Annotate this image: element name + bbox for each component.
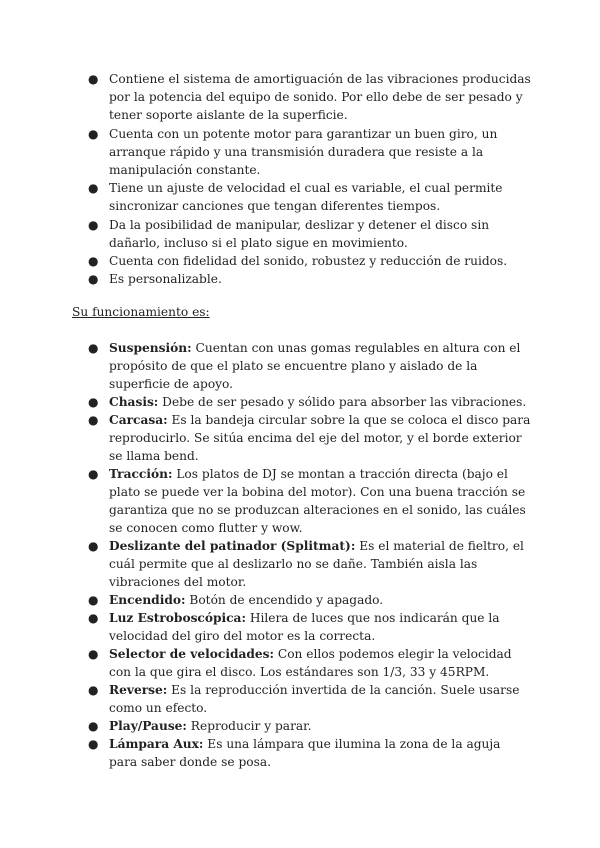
- term-label: Suspensión:: [109, 341, 192, 355]
- term-description: Es una lámpara que ilumina la zona de la aguja para saber donde se posa.: [109, 737, 501, 769]
- term-label: Encendido:: [109, 593, 186, 607]
- list-item-text: Cuenta con fidelidad del sonido, robustez y reducción de ruidos.: [109, 254, 508, 269]
- bullet-icon: ●: [88, 217, 99, 232]
- bullet-icon: ●: [88, 539, 99, 553]
- term-description: Es el material de fieltro, el cuál permite que al deslizarlo no se dañe. También aisla las vibraciones del motor.: [109, 539, 524, 589]
- term-description: Botón de encendido y apagado.: [185, 593, 384, 607]
- term-description: Reproducir y parar.: [186, 719, 312, 733]
- term-label: Luz Estroboscópica:: [109, 611, 246, 625]
- bullet-icon: ●: [88, 254, 99, 269]
- bullet-icon: ●: [88, 181, 99, 196]
- list-item: [0, 591, 600, 609]
- term-description: Con ellos podemos elegir la velocidad con la que gira el disco. Los estándares son 1/3, 33 y 45RPM.: [109, 647, 512, 679]
- bullet-icon: ●: [88, 341, 99, 355]
- section-heading: Su funcionamiento es:: [72, 305, 210, 319]
- bullet-icon: ●: [88, 395, 99, 409]
- bullet-icon: ●: [88, 719, 99, 733]
- bullet-icon: ●: [88, 647, 99, 661]
- term-label: Play/Pause:: [109, 719, 187, 733]
- term-label: Chasis:: [109, 395, 159, 409]
- bullet-icon: ●: [88, 737, 99, 751]
- list-item: [0, 125, 600, 180]
- term-description: Debe de ser pesado y sólido para absorber las vibraciones.: [158, 395, 527, 409]
- list-item: [0, 179, 600, 215]
- list-item: [0, 465, 600, 537]
- list-item: [0, 216, 600, 252]
- list-item-text: Da la posibilidad de manipular, deslizar y detener el disco sin dañarlo, incluso si el plato sigue en movimiento.: [109, 217, 490, 250]
- bullet-icon: ●: [88, 272, 99, 287]
- term-label: Lámpara Aux:: [109, 737, 204, 751]
- term-label: Selector de velocidades:: [109, 647, 275, 661]
- term-description: Los platos de DJ se montan a tracción directa (bajo el plato se puede ver la bobina del motor). Con una buena tracción se garantiza que no se produzcan alteraciones en el sonido, las cuáles se conocen como flutter y wow.: [109, 467, 526, 535]
- list-item-text: Es personalizable.: [109, 272, 222, 287]
- list-item: [0, 609, 600, 645]
- features-list: [0, 70, 600, 288]
- term-label: Reverse:: [109, 683, 168, 697]
- term-description: Hilera de luces que nos indicarán que la velocidad del giro del motor es la correcta.: [109, 611, 500, 643]
- term-label: Deslizante del patinador (Splitmat):: [109, 539, 356, 553]
- parts-list: [0, 339, 600, 771]
- bullet-icon: ●: [88, 683, 99, 697]
- list-item-text: Cuenta con un potente motor para garantizar un buen giro, un arranque rápido y una transmisión duradera que resiste a la manipulación constante.: [109, 126, 498, 178]
- term-label: Carcasa:: [109, 413, 168, 427]
- list-item: [0, 270, 600, 288]
- list-item-text: Contiene el sistema de amortiguación de las vibraciones producidas por la potencia del equipo de sonido. Por ello debe de ser pesado y tener soporte aislante de la superficie.: [109, 72, 531, 123]
- list-item: [0, 393, 600, 411]
- term-description: Es la reproducción invertida de la canción. Suele usarse como un efecto.: [109, 683, 520, 715]
- list-item: [0, 339, 600, 393]
- list-item-text: Tiene un ajuste de velocidad el cual es variable, el cual permite sincronizar canciones que tengan diferentes tiempos.: [109, 181, 503, 214]
- list-item: [0, 645, 600, 681]
- bullet-icon: ●: [88, 413, 99, 427]
- list-item: [0, 537, 600, 591]
- list-item: [0, 70, 600, 125]
- bullet-icon: ●: [88, 467, 99, 481]
- term-label: Tracción:: [109, 467, 173, 481]
- bullet-icon: ●: [88, 611, 99, 625]
- list-item: [0, 735, 600, 771]
- term-description: Es la bandeja circular sobre la que se coloca el disco para reproducirlo. Se sitúa encima del eje del motor, y el borde exterior se llama bend.: [109, 413, 531, 463]
- list-item: [0, 252, 600, 270]
- list-item: [0, 411, 600, 465]
- list-item: [0, 681, 600, 717]
- list-item: [0, 717, 600, 735]
- bullet-icon: ●: [88, 72, 99, 86]
- bullet-icon: ●: [88, 126, 99, 141]
- bullet-icon: ●: [88, 593, 99, 607]
- term-description: Cuentan con unas gomas regulables en altura con el propósito de que el plato se encuentre plano y aislado de la superficie de apoyo.: [109, 341, 521, 391]
